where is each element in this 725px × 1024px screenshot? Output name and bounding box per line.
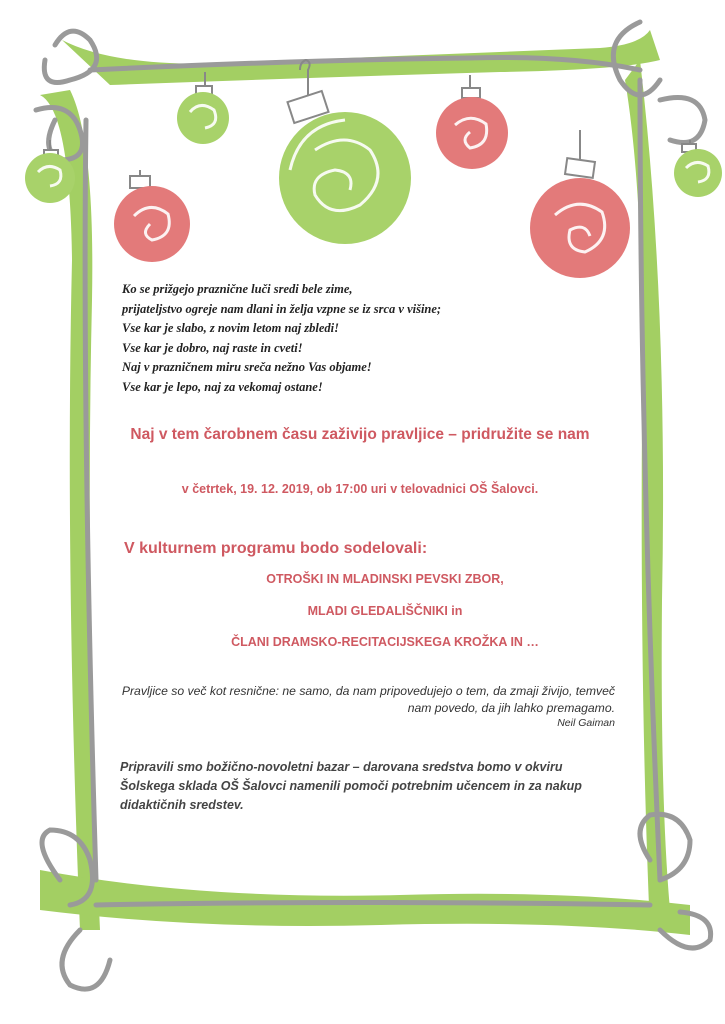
poem-line: prijateljstvo ogreje nam dlani in želja vzpne se iz srca v višine;	[122, 301, 442, 316]
quote-text: Pravljice so več kot resnične: ne samo, da nam pripovedujejo o tem, da zmaji živijo, temveč nam povedo, da jih lahko premagamo.	[121, 684, 615, 715]
poem-line: Vse kar je lepo, naj za vekomaj ostane!	[122, 379, 323, 394]
invitation-date: v četrtek, 19. 12. 2019, ob 17:00 uri v telovadnici OŠ Šalovci.	[181, 482, 539, 496]
bazaar-notice: Pripravili smo božično-novoletni bazar – darovana sredstva bomo v okviru Šolskega sklada OŠ Šalovci namenili pomoči potrebnim učencem in za nakup didaktičnih sredstev.	[120, 760, 582, 812]
performer-item: OTROŠKI IN MLADINSKI PEVSKI ZBOR,	[266, 572, 504, 586]
performer-item: ČLANI DRAMSKO-RECITACIJSKEGA KROŽKA IN …	[231, 635, 539, 649]
poem-line: Naj v prazničnem miru sreča nežno Vas objame!	[122, 360, 372, 374]
program-heading: V kulturnem programu bodo sodelovali:	[124, 540, 428, 557]
poem-line: Ko se prižgejo praznične luči sredi bele zime,	[122, 282, 353, 296]
poem-line: Vse kar je slabo, z novim letom naj zbledi!	[122, 321, 340, 335]
poem	[122, 280, 592, 397]
poem-line: Vse kar je dobro, naj raste in cveti!	[122, 340, 303, 355]
performer-item: MLADI GLEDALIŠČNIKI in	[307, 604, 463, 618]
invitation-title: Naj v tem čarobnem času zaživijo pravljice – pridružite se nam	[130, 426, 590, 443]
quote-author: Neil Gaiman	[557, 717, 615, 729]
